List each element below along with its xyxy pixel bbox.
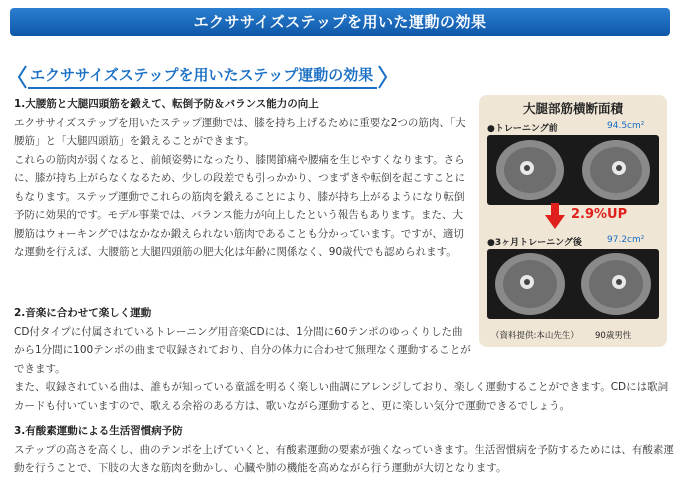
before-label: ●トレーニング前	[487, 124, 558, 134]
chevron-right-icon	[377, 64, 389, 90]
image-credit: （資料提供:本山先生）	[491, 331, 579, 341]
section-2-heading: 2.音楽に合わせて楽しく運動	[14, 307, 152, 319]
subject-label: 90歳男性	[595, 331, 632, 341]
mri-scan-before-image	[487, 135, 659, 205]
section-3-paragraph: ステップの高さを高くし、曲のテンポを上げていくと、有酸素運動の要素が強くなっていきます。生活習慣病を予防するためには、有酸素運動を行うことで、下肢の大きな筋肉を動かし、心臓や肺の機能を高めながら行う運動が大切となります。	[14, 443, 674, 474]
section-2-paragraph: CD付タイプに付属されているトレーニング用音楽CDには、1分間に60テンポのゆっくりした曲から1分間に100テンポの曲まで収録されており、自分の体力に合わせて無理なく運動することができます。	[14, 325, 471, 375]
section-3-heading: 3.有酸素運動による生活習慣病予防	[14, 425, 183, 437]
page-banner-title: エクササイズステップを用いた運動の効果	[10, 8, 670, 36]
section-1-heading: 1.大腰筋と大腿四頭筋を鍛えて、転倒予防＆バランス能力の向上	[14, 98, 319, 110]
chevron-left-icon	[16, 64, 28, 90]
section-3	[14, 422, 674, 478]
muscle-area-panel	[479, 95, 667, 347]
section-1	[14, 95, 472, 262]
section-1-paragraph: これらの筋肉が弱くなると、前傾姿勢になったり、膝関節痛や腰痛を生じやすくなります。さらに、膝が持ち上がらなくなるため、少しの段差でも引っかかり、つまずきや転倒を起こすことにもなります。ステップ運動でこれらの筋肉を鍛えることにより、膝が持ち上がるようになり転倒予防に効果的です。モデル事業では、バランス能力が向上したという報告もあります。また、大腰筋はウォーキングではなかなか鍛えられない筋肉であることも分かっています。ですが、適切な運動を行えば、大腰筋と大腿四頭筋の肥大化は年齢に関係なく、90歳代でも認められます。	[14, 153, 466, 258]
before-value: 94.5cm²	[607, 121, 645, 131]
arrow-down-icon	[545, 203, 565, 229]
mri-scan-after-image	[487, 249, 659, 319]
section-subheading	[16, 64, 389, 90]
after-label: ●3ヶ月トレーニング後	[487, 238, 582, 248]
subheading-text: エクササイズステップを用いたステップ運動の効果	[28, 65, 377, 89]
after-value: 97.2cm²	[607, 235, 645, 245]
panel-title: 大腿部筋横断面積	[522, 101, 623, 116]
section-1-paragraph: エクササイズステップを用いたステップ運動では、膝を持ち上げるために重要な2つの筋肉、「大腰筋」と「大腿四頭筋」を鍛えることができます。	[14, 116, 466, 147]
section-2-paragraph: また、収録されている曲は、誰もが知っている童謡を明るく楽しい曲調にアレンジしており、楽しく運動することができます。CDには歌詞カードも付いていますので、歌える余裕のある方は、歌いながら運動すると、更に楽しい気分で運動できるでしょう。	[14, 381, 669, 412]
change-percent: 2.9%UP	[571, 207, 628, 222]
